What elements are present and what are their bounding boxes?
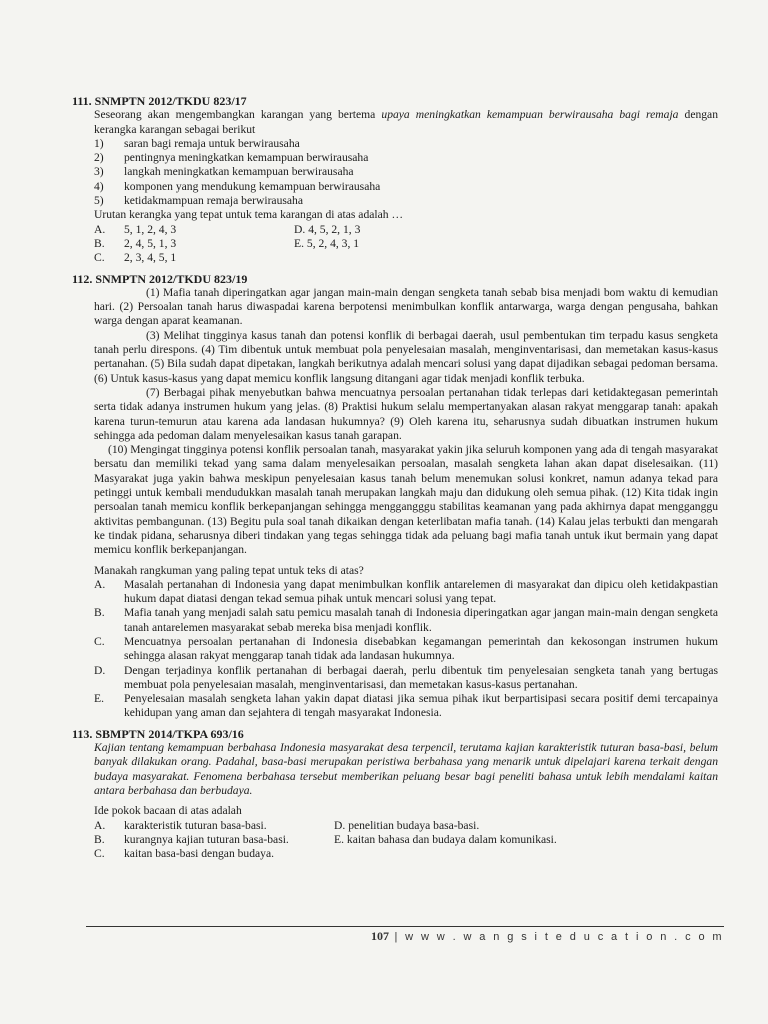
passage-paragraph-3: (7) Berbagai pihak menyebutkan bahwa mencuatnya persoalan pertanahan tidak terlepas dari ketidaktegasan pemerintah serta tidak adanya instrumen hukum yang jelas. (8) Praktisi hukum selalu mempertanyakan alasan rakyat menggarap tanah: apakah karena turun-temurun atau karena ada landasan hukumnya? (9) Oleh karena itu, seharusnya sudah dibuatkan instrumen hukum sehingga ada pedoman dalam menyelesaikan kasus tanah garapan.: [94, 385, 718, 442]
item-text: komponen yang mendukung kemampuan berwirausaha: [124, 179, 381, 193]
option-a[interactable]: [94, 223, 294, 237]
list-item: [94, 151, 718, 165]
option-text: 2, 4, 5, 1, 3: [124, 236, 177, 250]
option-a[interactable]: [94, 578, 718, 607]
item-text: saran bagi remaja untuk berwirausaha: [124, 136, 300, 150]
option-text: 4, 5, 2, 1, 3: [308, 222, 361, 236]
question-112-prompt: Manakah rangkuman yang paling tepat untuk teks di atas?: [94, 563, 364, 577]
option-letter: A.: [94, 222, 106, 236]
option-letter: E.: [294, 236, 304, 250]
footer-separator: |: [389, 931, 406, 943]
question-112-options: [94, 578, 718, 721]
list-item: [94, 137, 718, 151]
option-b[interactable]: [94, 833, 334, 847]
list-item: [94, 180, 718, 194]
option-b[interactable]: [94, 237, 294, 251]
option-text: Mafia tanah yang menjadi salah satu pemicu masalah tanah di Indonesia diperingatkan agar jangan main-main dengan sengketa tanah antarelemen masyarakat sebab mereka bisa menjadi konflik.: [124, 606, 718, 634]
footer-text: [371, 929, 724, 944]
intro-text-end: dengan kerangka karangan sebagai berikut: [94, 108, 718, 136]
option-c[interactable]: [94, 251, 294, 265]
option-letter: C.: [94, 847, 105, 861]
option-d[interactable]: [94, 664, 718, 693]
question-111-header: 111. SNMPTN 2012/TKDU 823/17: [72, 94, 247, 108]
item-number: 3): [94, 165, 104, 179]
content-area: [72, 94, 718, 861]
option-letter: D.: [294, 222, 306, 236]
option-letter: C.: [94, 251, 105, 265]
option-letter: E.: [94, 692, 104, 706]
option-text: Penyelesaian masalah sengketa lahan yakin dapat diatasi jika semua pihak ikut berpartisipasi secara positif demi tercapainya kehidupan yang aman dan sejahtera di tengah masyarakat Indonesia.: [124, 692, 718, 720]
option-e[interactable]: [94, 692, 718, 721]
option-letter: A.: [94, 818, 106, 832]
option-letter: D.: [334, 818, 346, 832]
option-letter: B.: [94, 236, 105, 250]
option-text: kaitan bahasa dan budaya dalam komunikasi.: [346, 832, 557, 846]
list-item: [94, 165, 718, 179]
item-text: langkah meningkatkan kemampuan berwirausaha: [124, 165, 354, 179]
intro-text: Seseorang akan mengembangkan karangan yang bertema: [94, 108, 382, 122]
option-d[interactable]: [334, 819, 718, 833]
option-text: karakteristik tuturan basa-basi.: [124, 818, 267, 832]
option-b[interactable]: [94, 606, 718, 635]
question-113-options: [94, 819, 718, 862]
page-number: 107: [371, 929, 389, 943]
option-text: penelitian budaya basa-basi.: [348, 818, 480, 832]
item-number: 2): [94, 151, 104, 165]
option-text: 2, 3, 4, 5, 1: [124, 251, 177, 265]
item-number: 4): [94, 179, 104, 193]
page-footer: [86, 926, 724, 943]
question-112-header: 112. SNMPTN 2012/TKDU 823/19: [72, 271, 248, 286]
option-a[interactable]: [94, 819, 334, 833]
item-text: ketidakmampuan remaja berwirausaha: [124, 194, 303, 208]
option-c[interactable]: [94, 635, 718, 664]
option-e[interactable]: [294, 237, 718, 251]
passage-paragraph-2: (3) Melihat tingginya kasus tanah dan potensi konflik di berbagai daerah, usul pembentukan tim terpadu kasus sengketa tanah perlu direspons. (4) Tim dibentuk untuk membuat pola penyelesaian masalah, menginventarisasi, dan memetakan kasus-kasus pertanahan. (5) Bila sudah dapat dipetakan, langkah berikutnya adalah mencari solusi yang dapat dijadikan sebagai pedoman bersama. (6) Untuk kasus-kasus yang dapat memicu konflik langsung ditangani agar tidak menjadi konflik terbuka.: [94, 328, 718, 385]
question-113-header: 113. SBMPTN 2014/TKPA 693/16: [72, 726, 244, 741]
intro-theme: upaya meningkatkan kemampuan berwirausaha bagi remaja: [381, 108, 679, 122]
question-111-intro: [94, 108, 718, 137]
website-link[interactable]: w w w . w a n g s i t e d u c a t i o n . c o m: [405, 931, 724, 943]
option-text: kaitan basa-basi dengan budaya.: [124, 847, 275, 861]
list-item: [94, 194, 718, 208]
option-e[interactable]: [334, 833, 718, 847]
option-text: kurangnya kajian tuturan basa-basi.: [124, 832, 289, 846]
item-number: 5): [94, 194, 104, 208]
question-113-prompt: Ide pokok bacaan di atas adalah: [94, 804, 242, 818]
option-text: Masalah pertanahan di Indonesia yang dapat menimbulkan konflik antarelemen di masyarakat dan dipicu oleh ketidakpastian hukum dapat diatasi dengan tekad semua pihak untuk mencari solusi yang tepat.: [124, 577, 718, 606]
item-text: pentingnya meningkatkan kemampuan berwirausaha: [124, 151, 369, 165]
option-text: Mencuatnya persoalan pertanahan di Indonesia disebabkan kegamangan pemerintah dan kekosongan instrumen hukum sehingga alasan rakyat menggarap tanah tidak ada landasan hukumnya.: [124, 634, 718, 663]
question-111-prompt: Urutan kerangka yang tepat untuk tema karangan di atas adalah …: [94, 208, 404, 222]
option-c[interactable]: [94, 847, 334, 861]
option-letter: A.: [94, 577, 106, 591]
question-111-options: [94, 223, 718, 266]
option-text: Dengan terjadinya konflik pertanahan di berbagai daerah, perlu dibentuk tim penyelesaian sengketa tanah yang bertugas membuat pola penyelesaian masalah, menginventarisasi, dan memetakan kasus-kasus pertanahan.: [124, 663, 718, 691]
option-letter: B.: [94, 606, 105, 620]
item-number: 1): [94, 136, 104, 150]
passage-paragraph-4: (10) Mengingat tingginya potensi konflik persoalan tanah, masyarakat yakin jika seluruh komponen yang ada di tengah masyarakat bersatu dan memiliki tekad yang sama dalam menyelesaikan persoalan, masalah sengketa lahan akan dapat diselesaikan. (11) Masyarakat juga yakin bahwa meskipun penyelesaian kasus tanah belum menemukan solusi konkret, namun adanya tekad para petinggi untuk kembali mendudukkan masalah tanah merupakan langkah maju dan didukung oleh semua pihak. (12) Kita tidak ingin persoalan tanah memicu konflik berkepanjangan sehingga menggangggu stabilitas keamanan yang pada akhirnya dapat mengganggu aktivitas pembangunan. (13) Begitu pula soal tanah dikaikan dengan keterlibatan mafia tanah. (14) Kalau jelas terbukti dan mengarah ke tindak pidana, seharusnya diberi tindakan yang tegas sehingga tidak ada peluang bagi mafia tanah untuk ikut bermain yang dapat memicu konflik berkepanjangan.: [94, 443, 718, 557]
option-text: 5, 2, 4, 3, 1: [306, 236, 360, 250]
option-letter: C.: [94, 634, 105, 648]
option-letter: B.: [94, 832, 105, 846]
option-letter: D.: [94, 663, 106, 677]
option-d[interactable]: [294, 223, 718, 237]
passage-paragraph-1: (1) Mafia tanah diperingatkan agar jangan main-main dengan sengketa tanah sebab bisa menjadi bom waktu di kemudian hari. (2) Persoalan tanah harus diwaspadai karena berpotensi menimbulkan konflik antarwarga, warga dengan pengusaha, bahkan warga dengan aparat keamanan.: [94, 285, 718, 328]
question-113-passage: Kajian tentang kemampuan berbahasa Indonesia masyarakat desa terpencil, terutama kajian karakteristik tuturan basa-basi, belum banyak dilakukan orang. Padahal, basa-basi merupakan peristiwa berbahasa yang menarik untuk dipelajari karena terkait dengan budaya masyarakat. Fenomena berbahasa tersebut memberikan peluang besar bagi peneliti bahasa untuk lebih mendalami kaitan antara berbahasa dan berbudaya.: [94, 741, 718, 797]
outline-list: [94, 137, 718, 208]
option-letter: E.: [334, 832, 344, 846]
option-text: 5, 1, 2, 4, 3: [124, 222, 177, 236]
